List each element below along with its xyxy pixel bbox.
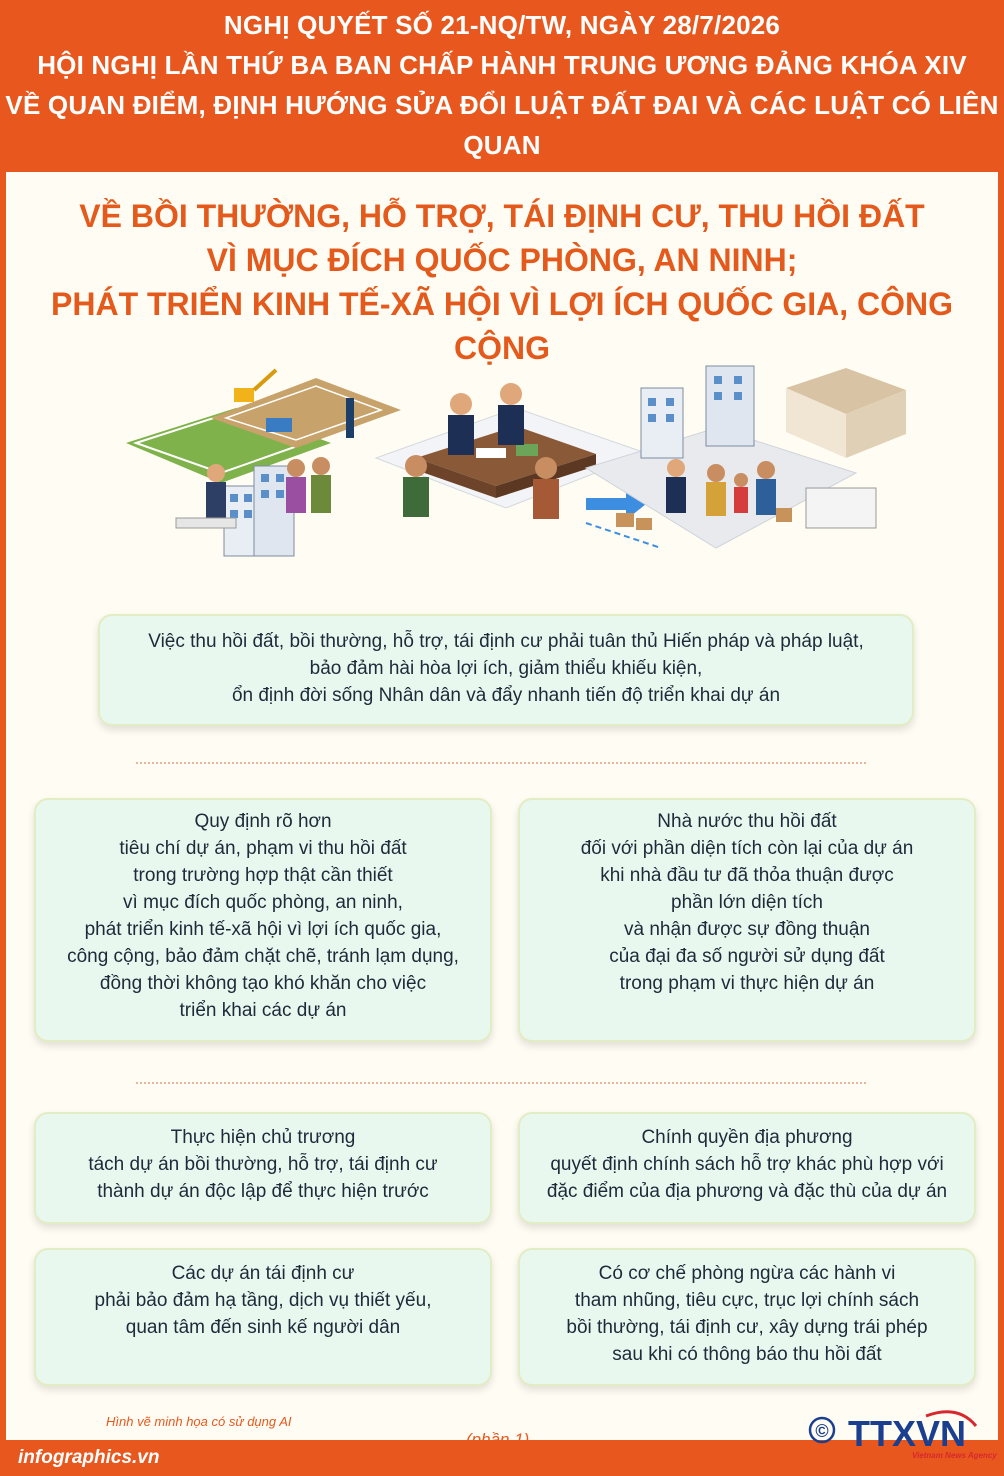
section-title-line-1: VỀ BỒI THƯỜNG, HỖ TRỢ, TÁI ĐỊNH CƯ, THU HỒI ĐẤT <box>79 198 925 234</box>
header-line-3: VỀ QUAN ĐIỂM, ĐỊNH HƯỚNG SỬA ĐỔI LUẬT ĐẤT ĐAI VÀ CÁC LUẬT CÓ LIÊN QUAN <box>5 90 999 160</box>
section-title-line-2: VÌ MỤC ĐÍCH QUỐC PHÒNG, AN NINH; <box>206 242 798 278</box>
site-link[interactable]: infographics.vn <box>18 1447 160 1468</box>
box-intro <box>98 614 914 726</box>
box-resettlement <box>34 1248 492 1386</box>
logo-text: TTXVN <box>848 1413 967 1454</box>
header-banner <box>0 0 1004 170</box>
box-criteria-text: Quy định rõ hơn tiêu chí dự án, phạm vi thu hồi đất trong trường hợp thật cần thiết vì mục đích quốc phòng, an ninh, phát triển kinh tế-xã hội vì lợi ích quốc gia, công cộng, bảo đảm chặt chẽ, tránh lạm dụng, đồng thời không tạo khó khăn cho việc triển khai các dự án <box>67 811 459 1021</box>
part-label: (phần 1) <box>466 1430 530 1449</box>
illustration-land-recovery <box>116 348 906 590</box>
box-separate-project-text: Thực hiện chủ trương tách dự án bồi thường, hỗ trợ, tái định cư thành dự án độc lập để thực hiện trước <box>88 1127 438 1202</box>
section-title <box>6 194 998 370</box>
ai-illustration-note: Hình vẽ minh họa có sử dụng AI <box>106 1414 292 1429</box>
content-panel <box>6 172 998 1440</box>
divider-2 <box>136 1082 866 1084</box>
header-line-2: HỘI NGHỊ LẦN THỨ BA BAN CHẤP HÀNH TRUNG ƯƠNG ĐẢNG KHÓA XIV <box>37 50 967 80</box>
divider-1 <box>136 762 866 764</box>
box-resettlement-text: Các dự án tái định cư phải bảo đảm hạ tầng, dịch vụ thiết yếu, quan tâm đến sinh kế người dân <box>94 1263 432 1338</box>
section-title-line-3: PHÁT TRIỂN KINH TẾ-XÃ HỘI VÌ LỢI ÍCH QUỐC GIA, CÔNG CỘNG <box>51 286 953 366</box>
box-state-recovery <box>518 798 976 1042</box>
ttxvn-logo <box>808 1408 997 1468</box>
box-local-policy <box>518 1112 976 1224</box>
logo-subtitle: Vietnam News Agency <box>912 1451 997 1460</box>
copyright-mark: © <box>815 1421 829 1441</box>
box-state-recovery-text: Nhà nước thu hồi đất đối với phần diện tích còn lại của dự án khi nhà đầu tư đã thỏa thuận được phần lớn diện tích và nhận được sự đồng thuận của đại đa số người sử dụng đất trong phạm vi thực hiện dự án <box>580 811 914 994</box>
box-separate-project <box>34 1112 492 1224</box>
box-prevention <box>518 1248 976 1386</box>
header-line-1: NGHỊ QUYẾT SỐ 21-NQ/TW, NGÀY 28/7/2026 <box>223 10 781 40</box>
box-local-policy-text: Chính quyền địa phương quyết định chính sách hỗ trợ khác phù hợp với đặc điểm của địa phương và đặc thù của dự án <box>546 1127 948 1202</box>
box-criteria <box>34 798 492 1042</box>
box-intro-text: Việc thu hồi đất, bồi thường, hỗ trợ, tái định cư phải tuân thủ Hiến pháp và pháp luật, bảo đảm hài hòa lợi ích, giảm thiểu khiếu kiện, ổn định đời sống Nhân dân và đẩy nhanh tiến độ triển khai dự án <box>148 631 864 706</box>
box-prevention-text: Có cơ chế phòng ngừa các hành vi tham nhũng, tiêu cực, trục lợi chính sách bồi thường, tái định cư, xây dựng trái phép sau khi có thông báo thu hồi đất <box>566 1263 928 1365</box>
